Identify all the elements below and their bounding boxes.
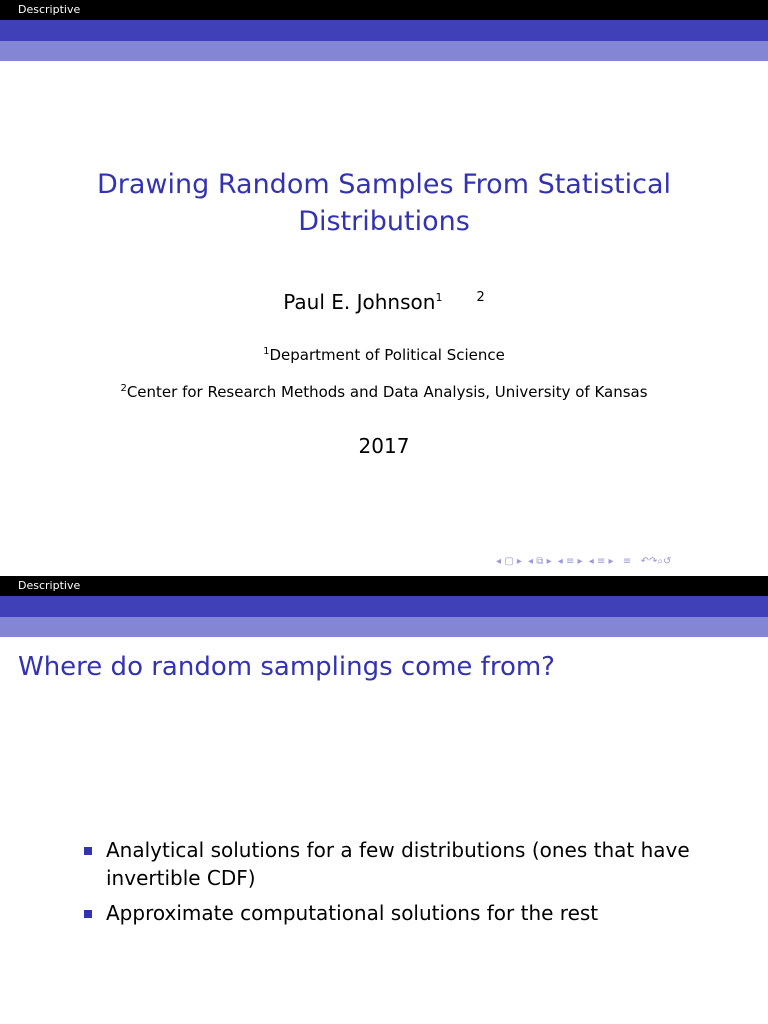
list-item-text: Approximate computational solutions for the rest xyxy=(106,901,599,925)
affiliation-2-sup: 2 xyxy=(120,383,127,394)
list-item xyxy=(84,836,704,892)
nav-prev-frame-icon[interactable]: ◂ ▢ ▸ xyxy=(496,556,522,567)
presentation-date: 2017 xyxy=(358,434,410,458)
affiliation-2-text: Center for Research Methods and Data Analysis, University of Kansas xyxy=(126,383,648,401)
nav-subsection-icon[interactable]: ◂ ⧉ ▸ xyxy=(528,556,552,567)
bullet-list xyxy=(84,836,704,934)
slide-header: Descriptive xyxy=(0,0,768,20)
affiliation-1 xyxy=(0,346,768,364)
author-sup-2: 2 xyxy=(476,290,485,305)
header-band-dark xyxy=(0,20,768,41)
header-band-light xyxy=(0,41,768,61)
list-item-text: Analytical solutions for a few distributions (ones that have invertible CDF) xyxy=(106,838,690,890)
affiliation-2 xyxy=(0,383,768,401)
author-sup-1: 1 xyxy=(435,291,443,304)
nav-search-icon[interactable]: ↶↷⌕↺ xyxy=(640,556,672,567)
affiliation-1-sup: 1 xyxy=(263,346,270,357)
square-bullet-icon xyxy=(84,847,92,855)
content-slide xyxy=(0,576,768,1024)
affiliation-1-text: Department of Political Science xyxy=(269,346,505,364)
slide-header: Descriptive xyxy=(0,576,768,596)
nav-section-icon[interactable]: ◂ ≡ ▸ xyxy=(557,556,583,567)
nav-part-icon[interactable]: ◂ ≡ ▸ xyxy=(588,556,614,567)
square-bullet-icon xyxy=(84,910,92,918)
header-band-dark xyxy=(0,596,768,617)
list-item xyxy=(84,899,704,927)
author-line xyxy=(0,290,768,314)
nav-document-icon[interactable]: ≡ xyxy=(619,556,635,567)
presentation-title: Drawing Random Samples From Statistical Distributions xyxy=(97,169,671,237)
frame-title: Where do random samplings come from? xyxy=(18,652,555,682)
author-name: Paul E. Johnson xyxy=(283,290,436,314)
beamer-navigation[interactable] xyxy=(496,556,674,567)
header-band-light xyxy=(0,617,768,637)
